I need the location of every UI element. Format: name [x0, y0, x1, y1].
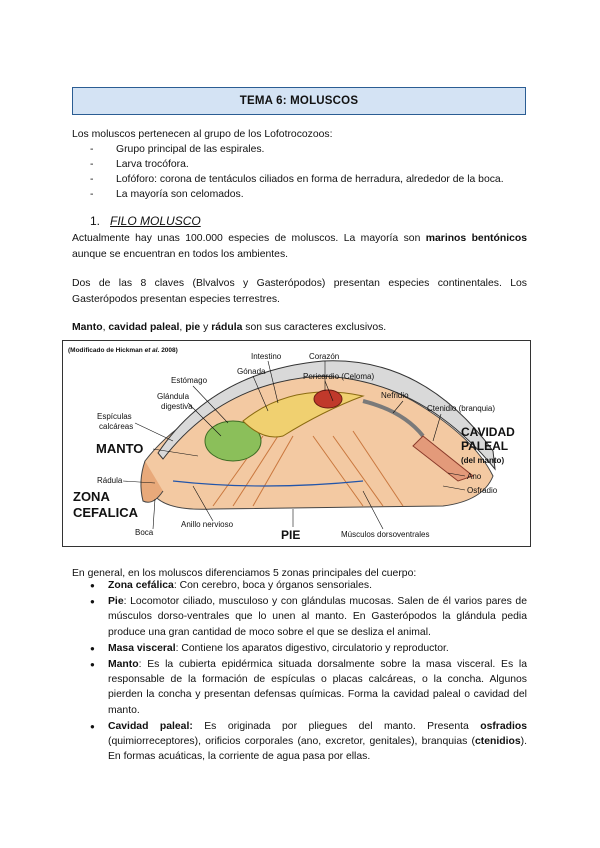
text-bold: rádula: [211, 322, 243, 333]
label-digestiva: digestiva: [161, 402, 193, 411]
label-nefridio: Nefridio: [381, 391, 409, 400]
text-bold: cavidad paleal: [108, 322, 180, 333]
figure-credit-etal: et al.: [144, 347, 160, 354]
list-item: - La mayoría son celomados.: [72, 187, 504, 202]
zone-text: : Contiene los aparatos digestivo, circulatorio y reproductor.: [175, 642, 449, 654]
label-ctenidio: Ctenidio (branquia): [427, 404, 496, 413]
paragraph-exclusive: [72, 320, 527, 336]
list-item: [90, 719, 527, 765]
zone-term: Masa visceral: [108, 642, 176, 654]
text-run: ,: [102, 322, 109, 333]
text-run: son sus caracteres exclusivos.: [242, 322, 387, 333]
text-bold: marinos bentónicos: [425, 233, 528, 244]
label-gonada: Gónada: [237, 367, 266, 376]
list-item: [90, 657, 527, 718]
zone-text: : Es la cubierta epidérmica situada dorsalmente sobre la masa visceral. Es la responsable de la formación de espículas o placas calcáreas, o la concha. Algunos pierden la concha y presentan defensas químicas. Forma la cavidad paleal o cavidad del manto.: [108, 659, 527, 716]
list-item: - Larva trocófora.: [72, 157, 504, 172]
label-ano: Ano: [467, 472, 482, 481]
label-intestino: Intestino: [251, 352, 282, 361]
label-manto: MANTO: [96, 441, 144, 456]
mollusc-anatomy-figure: [62, 340, 531, 547]
text-bold: ctenidios: [475, 736, 521, 748]
page-title: TEMA 6: MOLUSCOS: [239, 95, 359, 107]
label-pie: PIE: [281, 528, 301, 542]
text-bold: Manto: [72, 322, 103, 333]
list-item: [90, 578, 527, 593]
zone-term: Cavidad paleal:: [108, 720, 193, 732]
figure-credit: (Modificado de Hickman: [68, 347, 145, 354]
intro-list: [72, 142, 504, 202]
label-corazon: Corazón: [309, 352, 340, 361]
paragraph-classes: Dos de las 8 claves (Blvalvos y Gasterópodos) presentan especies continentales. Los Gasterópodos presentan especies terrestres.: [72, 278, 527, 305]
anatomy-drawing: [63, 341, 530, 546]
text-run: aunque se encuentran en todos los ambientes.: [72, 248, 289, 260]
list-item: [90, 594, 527, 640]
label-anillo: Anillo nervioso: [181, 520, 234, 529]
text-run: y: [200, 322, 212, 333]
section-heading: [90, 214, 201, 228]
label-paleal: PALEAL: [461, 439, 509, 453]
paragraph-zones-intro: En general, en los moluscos diferenciamos 5 zonas principales del cuerpo:: [72, 568, 417, 579]
zone-text: ). En formas acuáticas, la corriente de agua pasa por ellas.: [108, 736, 527, 763]
title-box: [72, 87, 526, 115]
zone-text: Es originada por pliegues del manto. Presenta: [192, 720, 481, 732]
label-glandula: Glándula: [157, 392, 190, 401]
svg-text:(Modificado de Hickman et al.: [68, 347, 178, 354]
zone-term: Manto: [108, 659, 139, 671]
text-bold: osfradios: [480, 720, 527, 732]
label-radula: Rádula: [97, 476, 123, 485]
zone-text: : Con cerebro, boca y órganos sensoriales.: [173, 580, 372, 591]
list-item: - Grupo principal de las espirales.: [72, 142, 504, 157]
zone-term: Pie: [108, 596, 124, 608]
list-item: - Lofóforo: corona de tentáculos ciliados en forma de herradura, alrededor de la boca.: [72, 172, 504, 187]
section-label: FILO MOLUSCO: [110, 214, 201, 228]
label-musculos: Músculos dorsoventrales: [341, 530, 430, 539]
label-zona: ZONA: [73, 489, 110, 504]
list-item: [90, 641, 527, 656]
label-cavidad: CAVIDAD: [461, 425, 515, 439]
label-boca: Boca: [135, 528, 154, 537]
text-bold: pie: [185, 322, 201, 333]
label-cefalica: CEFALICA: [73, 505, 138, 520]
figure-credit-year: 2008): [159, 347, 178, 354]
paragraph-species: [72, 231, 527, 262]
zones-list: [90, 578, 527, 765]
label-calcareas: calcáreas: [99, 422, 134, 431]
text-run: ,: [179, 322, 186, 333]
zone-term: Zona cefálica: [108, 580, 174, 591]
label-del-manto: (del manto): [461, 456, 505, 465]
text-run: Actualmente hay unas 100.000 especies de moluscos. La mayoría son: [72, 233, 426, 244]
label-espiculas: Espículas: [97, 412, 132, 421]
section-number: 1.: [90, 214, 101, 228]
zone-text: : Locomotor ciliado, musculoso y con glándulas mucosas. Salen de él varios pares de músculos dorso-ventrales que lo unen al manto. En Gasterópodos la glándula pedia produce una gran cantidad de moco sobre el que se desliza el animal.: [108, 596, 527, 638]
zone-text: (quimiorreceptores), orificios corporales (ano, excretor, genitales), branquias (: [108, 736, 476, 748]
label-estomago: Estómago: [171, 376, 208, 385]
label-osfradio: Osfradio: [467, 486, 498, 495]
label-pericardio: Pericardio (Celoma): [303, 372, 375, 381]
intro-text: Los moluscos pertenecen al grupo de los Lofotrocozoos:: [72, 129, 333, 140]
